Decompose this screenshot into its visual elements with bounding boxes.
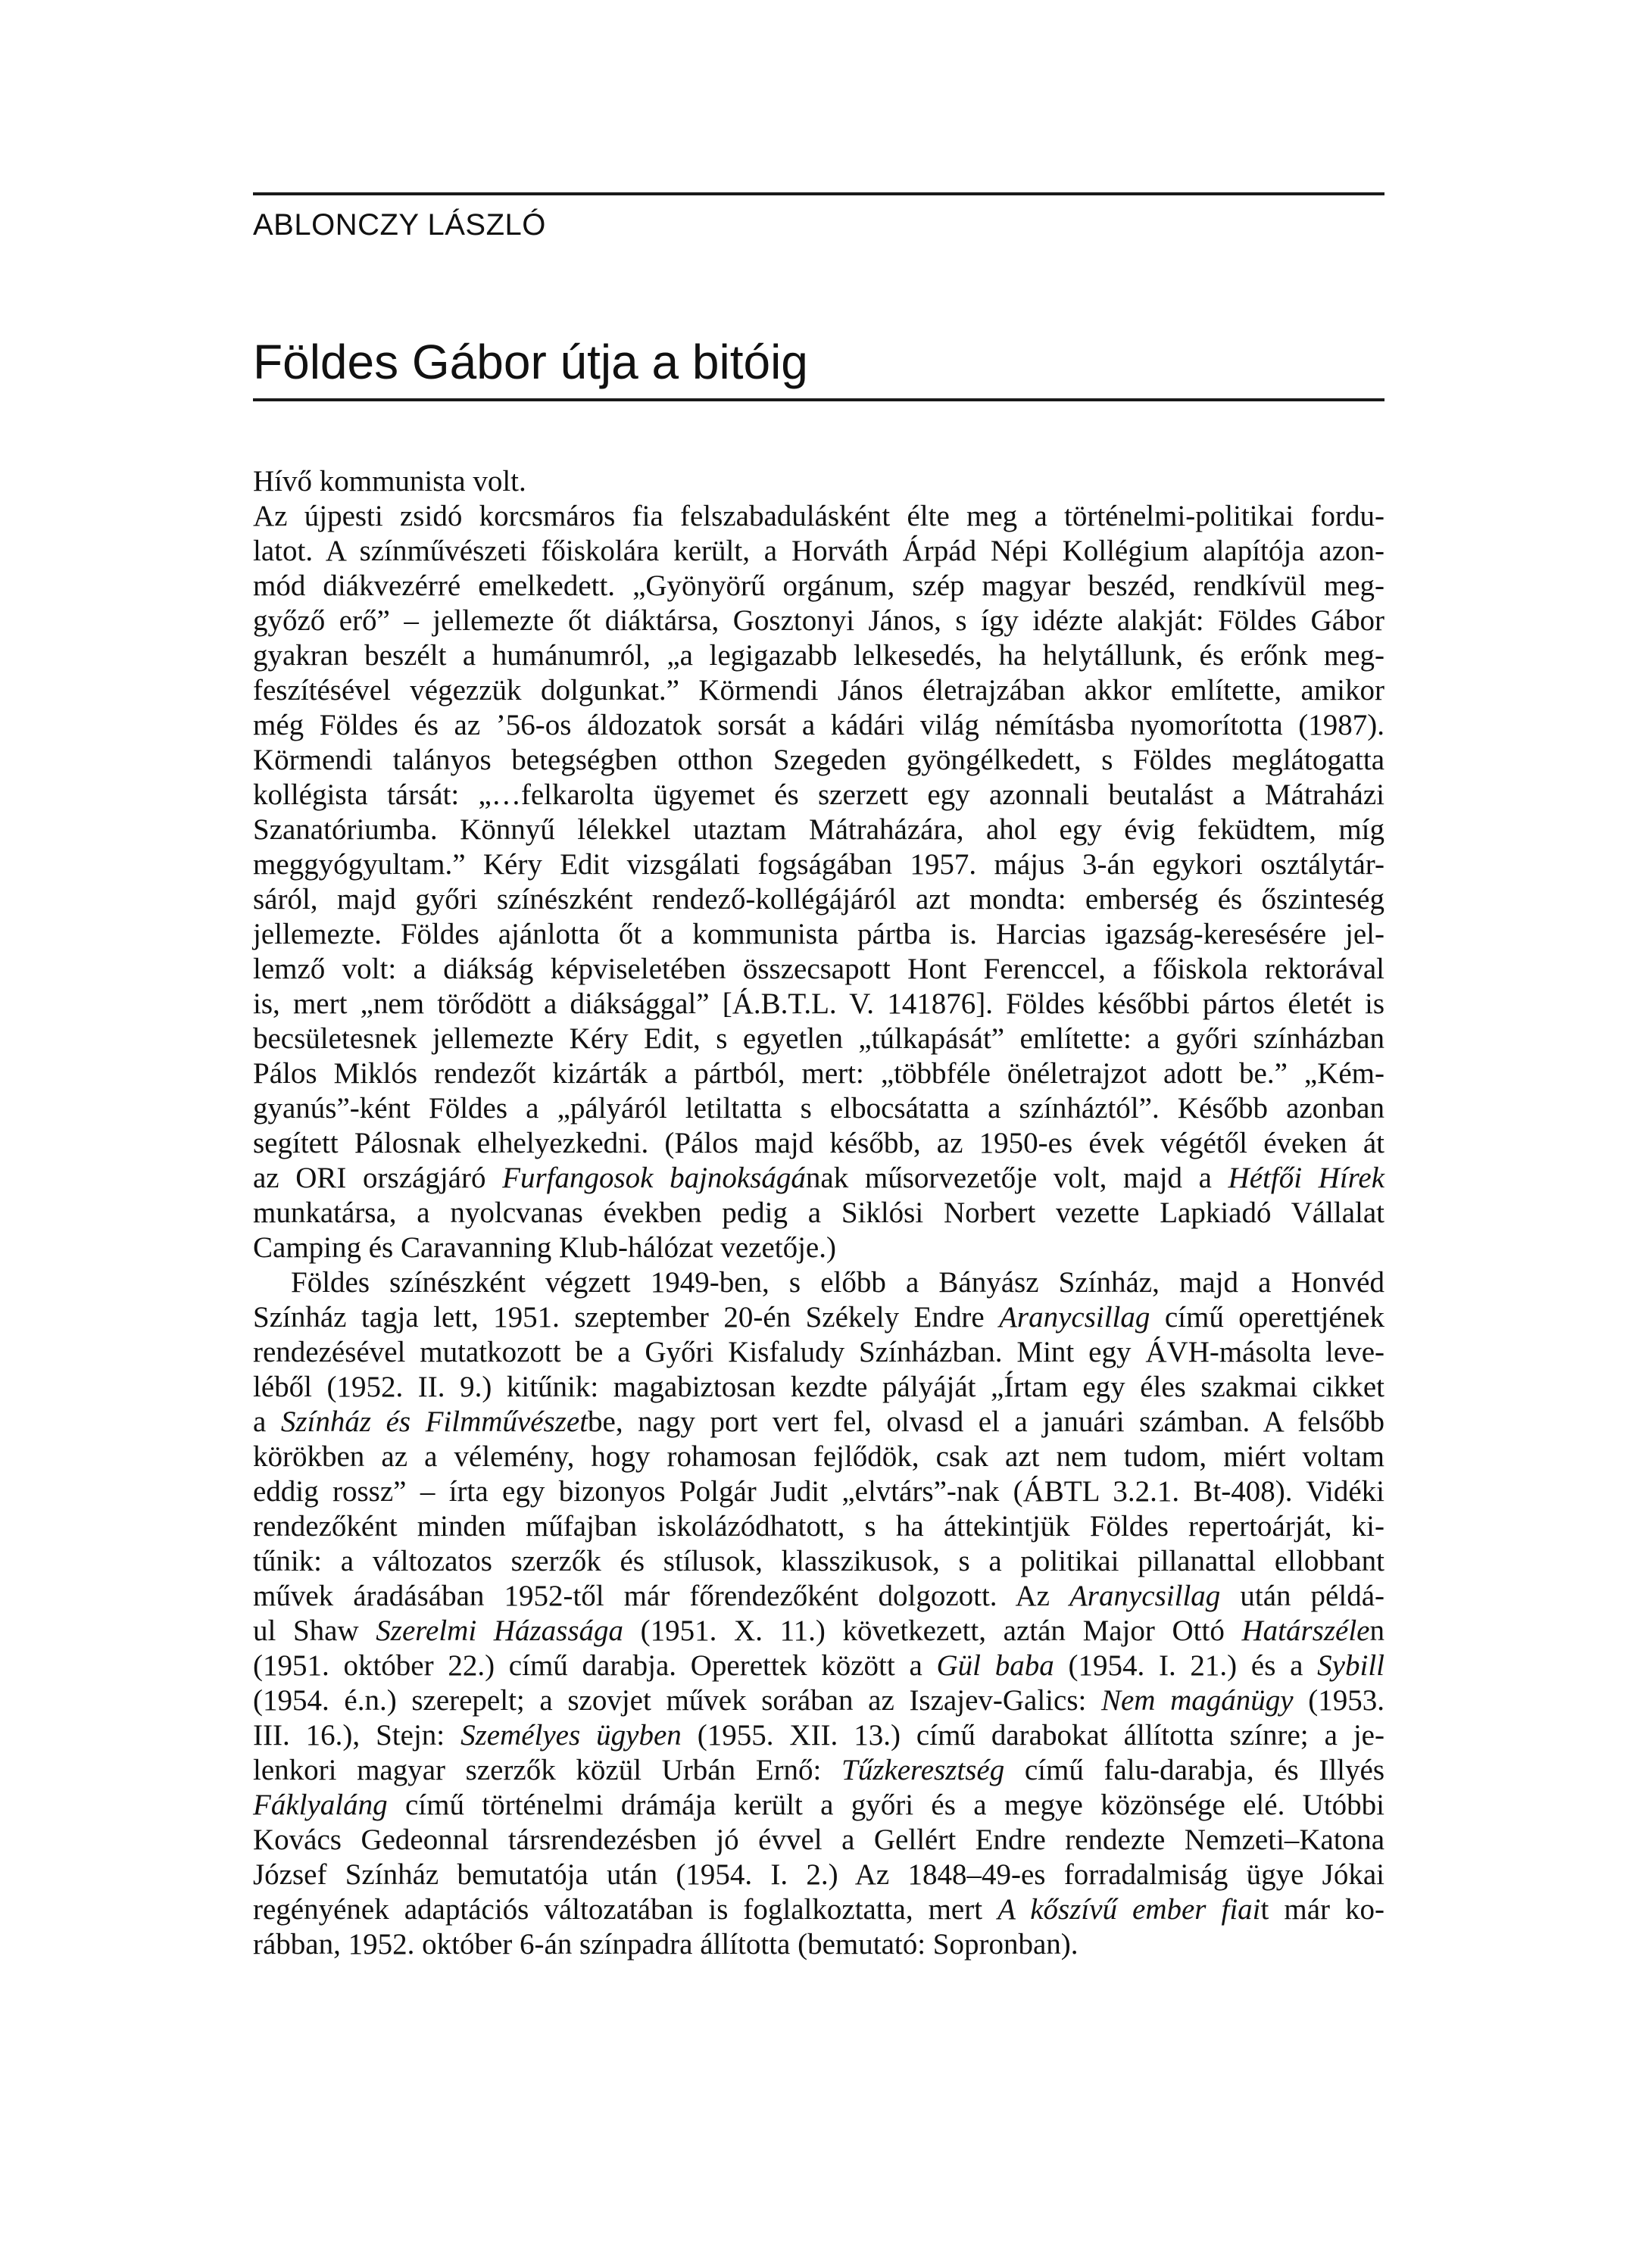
text-line: Hívő kommunista volt.: [253, 465, 526, 498]
text-segment: regényének adaptációs változatában is foglalkoztatta, mert: [253, 1893, 998, 1926]
text-line: latot. A színművészeti főiskolára került, a Horváth Árpád Népi Kollégium alapítója azon-: [253, 535, 1384, 567]
italic-title: Sybill: [1317, 1649, 1384, 1682]
author-name: ABLONCZY LÁSZLÓ: [253, 208, 546, 242]
text-line: is, mert „nem törődött a diáksággal” [Á.B.T.L. V. 141876]. Földes későbbi pártos életét is: [253, 987, 1384, 1020]
text-line: Kovács Gedeonnal társrendezésben jó évvel a Gellért Endre rendezte Nemzeti–Katona: [253, 1823, 1384, 1856]
text-line: gyakran beszélt a humánumról, „a legigazabb lelkesedés, ha helytállunk, és erőnk meg-: [253, 639, 1384, 672]
text-line: segített Pálosnak elhelyezkedni. (Pálos majd később, az 1950-es évek végétől éveken át: [253, 1127, 1384, 1159]
text-segment: ul Shaw: [253, 1614, 376, 1647]
text-segment: be, nagy port vert fel, olvasd el a januári számban. A felsőbb: [588, 1405, 1384, 1438]
text-line: lemző volt: a diákság képviseletében összecsapott Hont Ferenccel, a főiskola rektorával: [253, 953, 1384, 985]
article-body: [253, 464, 1384, 1962]
text-line: rendezőként minden műfajban iskolázódhatott, s ha áttekintjük Földes repertoárját, ki-: [253, 1510, 1384, 1543]
text-line: meggyógyultam.” Kéry Edit vizsgálati fogságában 1957. május 3-án egykori osztálytár-: [253, 848, 1384, 881]
text-line: rendezésével mutatkozott be a Győri Kisfaludy Színházban. Mint egy ÁVH-másolta leve-: [253, 1336, 1384, 1368]
text-line: [253, 1579, 1384, 1614]
text-line: [253, 1649, 1384, 1683]
text-line: körökben az a vélemény, hogy rohamosan fejlődök, csak azt nem tudom, miért voltam: [253, 1440, 1384, 1473]
text-line: Pálos Miklós rendezőt kizárták a pártból, mert: „többféle önéletrajzot adott be.” „Kém-: [253, 1057, 1384, 1090]
text-segment: (1954. I. 21.) és a: [1054, 1649, 1318, 1682]
text-line: Az újpesti zsidó korcsmáros fia felszabadulásként élte meg a történelmi-politikai fordu-: [253, 500, 1384, 532]
text-line: kollégista társát: „…felkarolta ügyemet és szerzett egy azonnali beutalást a Mátraházi: [253, 778, 1384, 811]
italic-title: A kőszívű ember fiai: [997, 1893, 1261, 1926]
text-line: győző erő” – jellemezte őt diáktársa, Gosztonyi János, s így idézte alakját: Földes Gábor: [253, 604, 1384, 637]
italic-title: Hétfői Hírek: [1228, 1162, 1385, 1194]
italic-title: Nem magánügy: [1100, 1684, 1294, 1717]
text-segment: (1955. XII. 13.) című darabokat állította színre; a je-: [681, 1719, 1384, 1752]
header-rule: [253, 192, 1384, 195]
text-line: [253, 1753, 1384, 1788]
text-line: rábban, 1952. október 6-án színpadra állította (bemutató: Sopronban).: [253, 1928, 1079, 1961]
text-segment: nak műsorvezetője volt, majd a: [805, 1162, 1228, 1194]
text-line: tűnik: a változatos szerzők és stílusok, klasszikusok, s a politikai pillanattal ellobbant: [253, 1545, 1384, 1577]
text-segment: (1951. október 22.) című darabja. Operettek között a: [253, 1649, 937, 1682]
text-line: [253, 1718, 1384, 1753]
italic-title: Furfangosok bajnokságá: [502, 1162, 806, 1194]
text-line: [253, 1683, 1384, 1718]
italic-title: Aranycsillag: [999, 1301, 1150, 1334]
italic-title: Határszéle: [1241, 1614, 1370, 1647]
text-segment: n: [1369, 1614, 1384, 1647]
text-line: Földes színészként végzett 1949-ben, s előbb a Bányász Színház, majd a Honvéd: [291, 1266, 1384, 1299]
italic-title: Színház és Filmművészet: [280, 1405, 588, 1438]
text-line: még Földes és az ’56-os áldozatok sorsát a kádári világ némításba nyomorította (1987).: [253, 709, 1384, 741]
text-line: becsületesnek jellemezte Kéry Edit, s egyetlen „túlkapását” említette: a győri színházban: [253, 1022, 1384, 1055]
article-title: Földes Gábor útja a bitóig: [253, 335, 808, 389]
text-line: József Színház bemutatója után (1954. I. 2.) Az 1848–49-es forradalmiság ügye Jókai: [253, 1858, 1384, 1891]
text-segment: (1953.: [1293, 1684, 1384, 1717]
text-segment: az ORI országjáró: [253, 1162, 503, 1194]
text-line: eddig rossz” – írta egy bizonyos Polgár Judit „elvtárs”-nak (ÁBTL 3.2.1. Bt-408). Vidéki: [253, 1475, 1384, 1508]
text-segment: után példá-: [1220, 1580, 1384, 1612]
text-line: sáról, majd győri színészként rendező-kollégájáról azt mondta: emberség és őszinteség: [253, 883, 1384, 916]
text-line: [253, 1614, 1384, 1649]
text-segment: (1954. é.n.) szerepelt; a szovjet művek sorában az Iszajev-Galics:: [253, 1684, 1101, 1717]
text-line: munkatársa, a nyolcvanas években pedig a Siklósi Norbert vezette Lapkiadó Vállalat: [253, 1196, 1384, 1229]
italic-title: Fáklyaláng: [253, 1789, 388, 1821]
text-segment: III. 16.), Stejn:: [253, 1719, 461, 1752]
text-line: mód diákvezérré emelkedett. „Gyönyörű orgánum, szép magyar beszéd, rendkívül meg-: [253, 569, 1384, 602]
text-segment: Színház tagja lett, 1951. szeptember 20-én Székely Endre: [253, 1301, 1000, 1334]
italic-title: Személyes ügyben: [460, 1719, 682, 1752]
italic-title: Aranycsillag: [1069, 1580, 1221, 1612]
text-line: [253, 1300, 1384, 1335]
text-line: [253, 1788, 1384, 1823]
text-segment: című operettjének: [1150, 1301, 1384, 1334]
text-line: léből (1952. II. 9.) kitűnik: magabiztosan kezdte pályáját „Írtam egy éles szakmai cikket: [253, 1371, 1384, 1403]
text-line: Camping és Caravanning Klub-hálózat vezetője.): [253, 1231, 836, 1264]
text-line: [253, 1405, 1384, 1440]
text-segment: című történelmi drámája került a győri és a megye közönsége elé. Utóbbi: [387, 1789, 1384, 1821]
text-line: Szanatóriumba. Könnyű lélekkel utaztam Mátraházára, ahol egy évig feküdtem, míg: [253, 813, 1384, 846]
italic-title: Gül baba: [936, 1649, 1054, 1682]
text-line: feszítésével végezzük dolgunkat.” Körmendi János életrajzában akkor említette, amikor: [253, 674, 1384, 707]
italic-title: Tűzkeresztség: [841, 1754, 1005, 1786]
text-segment: című falu-darabja, és Illyés: [1004, 1754, 1384, 1786]
text-line: gyanús”-ként Földes a „pályáról letiltatta s elbocsátatta a színháztól”. Később azonban: [253, 1092, 1384, 1125]
text-segment: t már ko-: [1260, 1893, 1384, 1926]
text-segment: művek áradásában 1952-től már főrendezőként dolgozott. Az: [253, 1580, 1069, 1612]
text-line: [253, 1892, 1384, 1927]
text-segment: lenkori magyar szerzők közül Urbán Ernő:: [253, 1754, 842, 1786]
italic-title: Szerelmi Házassága: [376, 1614, 623, 1647]
text-segment: a: [253, 1405, 281, 1438]
text-segment: (1951. X. 11.) következett, aztán Major Ottó: [623, 1614, 1242, 1647]
title-rule: [253, 398, 1384, 401]
text-line: Körmendi talányos betegségben otthon Szegeden gyöngélkedett, s Földes meglátogatta: [253, 744, 1384, 776]
text-line: jellemezte. Földes ajánlotta őt a kommunista pártba is. Harcias igazság-keresésére jel-: [253, 918, 1384, 950]
text-line: [253, 1161, 1384, 1196]
